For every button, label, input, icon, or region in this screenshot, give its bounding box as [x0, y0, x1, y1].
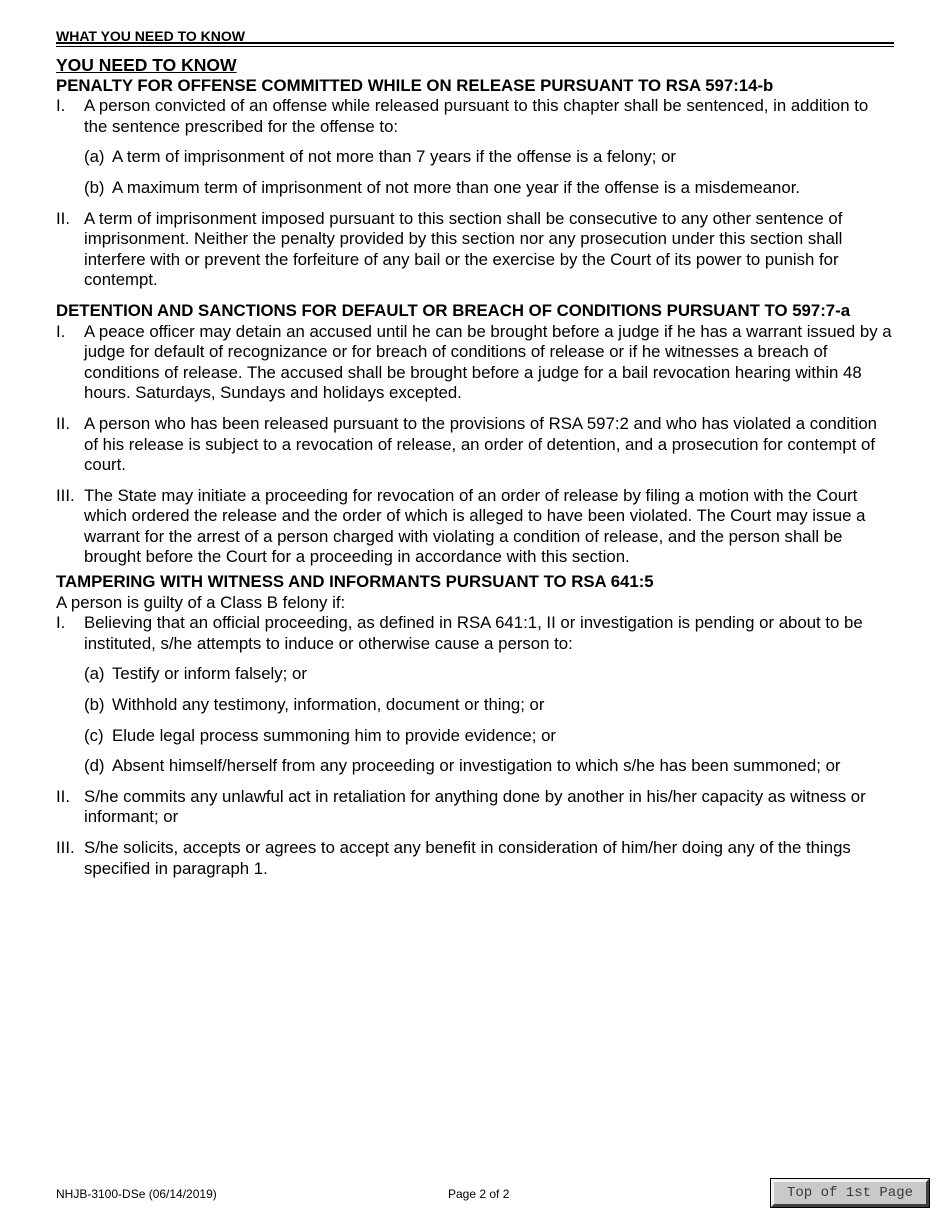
item-number: I. — [56, 321, 66, 341]
list-item — [56, 209, 894, 291]
sub-item-text: Testify or inform falsely; or — [112, 664, 307, 684]
header-rule — [56, 42, 894, 44]
item-text: A person convicted of an offense while released pursuant to this chapter shall be sentenced, in addition to the sentence prescribed for the offense to: — [84, 96, 869, 136]
item-number: II. — [56, 208, 70, 228]
sub-item-letter: (b) — [84, 695, 105, 715]
sub-item-letter: (b) — [84, 177, 105, 197]
list-item — [56, 838, 894, 879]
sub-item-text: A maximum term of imprisonment of not more than one year if the offense is a misdemeanor. — [112, 177, 801, 197]
sub-item-text: Elude legal process summoning him to provide evidence; or — [112, 725, 557, 745]
sub-item — [84, 756, 894, 777]
item-text: A person who has been released pursuant to the provisions of RSA 597:2 and who has violated a condition of his release is subject to a revocation of release, an order of detention, and a prosecution for contempt of court. — [84, 413, 877, 475]
item-text: S/he commits any unlawful act in retaliation for anything done by another in his/her capacity as witness or informant; or — [84, 786, 866, 827]
list-item — [56, 322, 894, 404]
item-text: A term of imprisonment imposed pursuant to this section shall be consecutive to any other sentence of imprisonment. Neither the penalty provided by this section nor any prosecution under this section shall interfere with or prevent the forfeiture of any bail or the exercise by the Court of its power to punish for contempt. — [84, 208, 843, 290]
sub-item — [84, 178, 894, 199]
item-text: The State may initiate a proceeding for revocation of an order of release by filing a motion with the Court which ordered the release and the order of which is alleged to have been violated. The Court may issue a warrant for the arrest of a person charged with violating a condition of release, and the person shall be brought before the Court for a proceeding in accordance with this section. — [84, 485, 866, 567]
section-heading-penalty: PENALTY FOR OFFENSE COMMITTED WHILE ON RELEASE PURSUANT TO RSA 597:14-b — [56, 75, 774, 95]
page-number: Page 2 of 2 — [448, 1187, 510, 1201]
section-heading-detention: DETENTION AND SANCTIONS FOR DEFAULT OR BREACH OF CONDITIONS PURSUANT TO 597:7-a — [56, 300, 851, 320]
form-id: NHJB-3100-DSe (06/14/2019) — [56, 1187, 217, 1201]
sub-item-letter: (c) — [84, 725, 104, 745]
document-body — [56, 55, 894, 889]
list-item — [56, 613, 894, 654]
top-of-first-page-button[interactable]: Top of 1st Page — [771, 1179, 929, 1207]
list-item — [56, 414, 894, 476]
item-number: II. — [56, 413, 70, 433]
item-number: II. — [56, 786, 70, 806]
list-item — [56, 96, 894, 137]
item-text: S/he solicits, accepts or agrees to accept any benefit in consideration of him/her doing any of the things specified in paragraph 1. — [84, 838, 851, 878]
page-header-title: WHAT YOU NEED TO KNOW — [56, 28, 245, 44]
sub-item-text: A term of imprisonment of not more than 7 years if the offense is a felony; or — [112, 147, 677, 167]
sub-item-letter: (a) — [84, 664, 105, 684]
item-number: III. — [56, 485, 75, 505]
sub-item-letter: (a) — [84, 147, 105, 167]
item-number: I. — [56, 613, 66, 633]
sub-item — [84, 147, 894, 168]
sub-item — [84, 726, 894, 747]
sub-item — [84, 664, 894, 685]
header-rule-thin — [56, 46, 894, 47]
sub-item — [84, 695, 894, 716]
item-number: I. — [56, 96, 66, 116]
sub-item-text: Absent himself/herself from any proceeding or investigation to which s/he has been summoned; or — [112, 756, 841, 776]
list-item — [56, 486, 894, 568]
item-text: A peace officer may detain an accused until he can be brought before a judge if he has a warrant issued by a judge for default of recognizance or for breach of conditions of release or if he witnesses a breach of conditions of release. The accused shall be brought before a judge for a bail revocation hearing within 48 hours. Saturdays, Sundays and holidays excepted. — [84, 321, 892, 403]
item-number: III. — [56, 838, 75, 857]
section-heading-tampering: TAMPERING WITH WITNESS AND INFORMANTS PURSUANT TO RSA 641:5 — [56, 572, 654, 592]
item-text: Believing that an official proceeding, as defined in RSA 641:1, II or investigation is pending or about to be instituted, s/he attempts to induce or otherwise cause a person to: — [84, 613, 863, 653]
page-title: YOU NEED TO KNOW — [56, 55, 237, 75]
list-item — [56, 787, 894, 828]
sub-item-letter: (d) — [84, 756, 105, 776]
section-lead-text: A person is guilty of a Class B felony if: — [56, 592, 346, 612]
sub-item-text: Withhold any testimony, information, document or thing; or — [112, 695, 545, 715]
